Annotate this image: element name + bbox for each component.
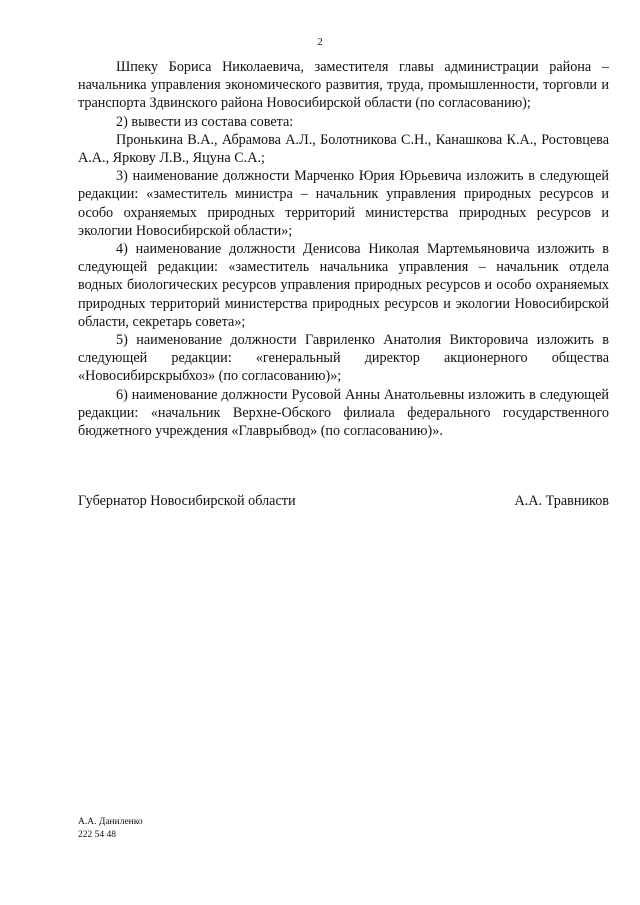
paragraph-item-6: 6) наименование должности Русовой Анны Анатольевны изложить в следующей редакции: «начальник Верхне-Обского филиала федерального государственного бюджетного учреждения «Главрыбвод» (по согласованию)». bbox=[78, 386, 609, 440]
executor-name: А.А. Даниленко bbox=[78, 817, 143, 827]
paragraph-item-5: 5) наименование должности Гавриленко Анатолия Викторовича изложить в следующей редакции: «генеральный директор акционерного общества «Новосибирскрыбхоз» (по согласованию)»; bbox=[78, 332, 609, 385]
paragraph-item-3: 3) наименование должности Марченко Юрия Юрьевича изложить в следующей редакции: «заместитель министра – начальник управления природных ресурсов и особо охраняемых природных территорий министерства природных ресурсов и экологии Новосибирской области»; bbox=[78, 168, 609, 239]
paragraph-remove-heading: 2) вывести из состава совета: bbox=[116, 113, 294, 130]
signature-name: А.А. Травников bbox=[514, 493, 609, 509]
signature-block bbox=[78, 492, 609, 510]
executor-phone: 222 54 48 bbox=[78, 829, 116, 840]
paragraph-shpek: Шпеку Бориса Николаевича, заместителя главы администрации района – начальника управления экономического развития, труда, промышленности, торговли и транспорта Здвинского района Новосибирской области (по согласованию); bbox=[78, 59, 609, 112]
paragraph-remove-list: Пронькина В.А., Абрамова А.Л., Болотникова С.Н., Канашкова К.А., Ростовцева А.А., Яркову Л.В., Яцуна С.А.; bbox=[78, 131, 609, 167]
executor-block bbox=[78, 816, 143, 841]
paragraph-item-4: 4) наименование должности Денисова Николая Мартемьяновича изложить в следующей редакции: «заместитель начальника управления – начальник отдела водных биологических ресурсов управления природных ресурсов и особо охраняемых природных территорий министерства природных ресурсов и экологии Новосибирской области, секретарь совета»; bbox=[78, 241, 609, 330]
page-number: 2 bbox=[317, 36, 323, 48]
signature-position: Губернатор Новосибирской области bbox=[78, 493, 296, 509]
document-body bbox=[78, 58, 609, 440]
